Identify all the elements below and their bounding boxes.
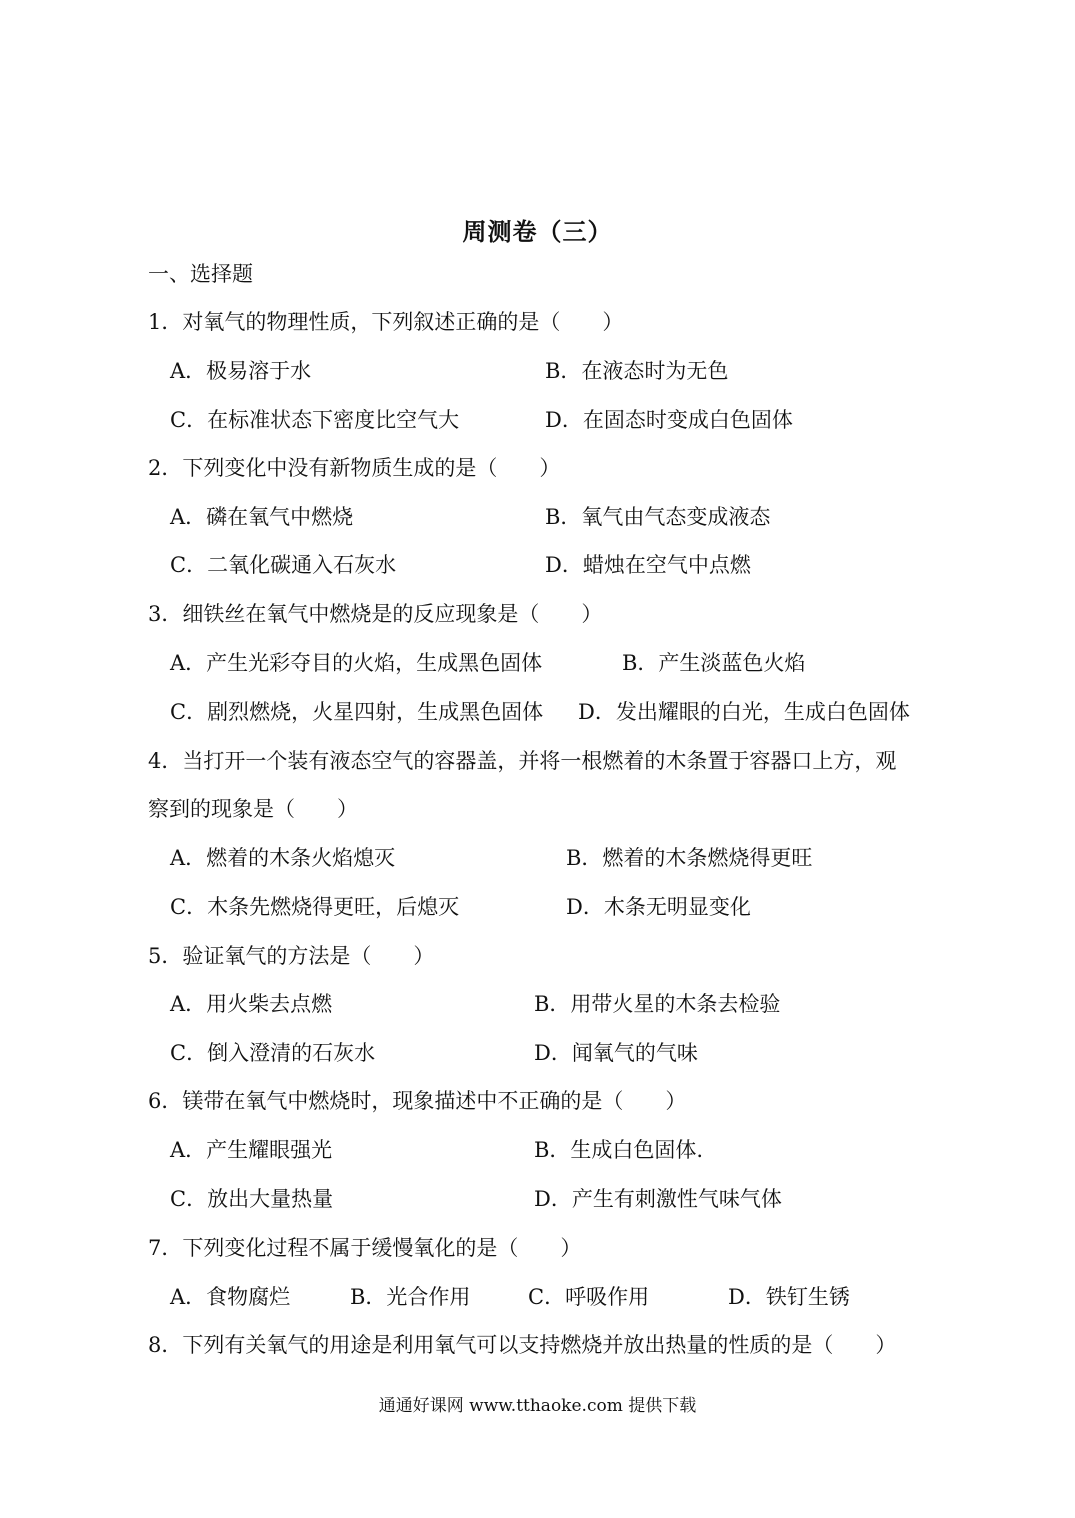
question-5-option-c: C．倒入澄清的石灰水 [170,1041,376,1065]
question-7-option-b: B．光合作用 [350,1285,471,1309]
question-4-stem-continued: 察到的现象是（ ） [148,797,358,821]
question-1-option-d: D．在固态时变成白色固体 [545,408,793,432]
question-5-option-a: A．用火柴去点燃 [170,992,333,1016]
question-8-stem: 8．下列有关氧气的用途是利用氧气可以支持燃烧并放出热量的性质的是（ ） [148,1333,897,1357]
question-4-option-b: B．燃着的木条燃烧得更旺 [566,846,813,870]
question-6-option-a: A．产生耀眼强光 [170,1138,333,1162]
question-7-option-a: A．食物腐烂 [170,1285,291,1309]
question-3-option-d: D．发出耀眼的白光，生成白色固体 [578,700,910,724]
page-title: 周测卷（三） [462,217,613,246]
question-4-option-a: A．燃着的木条火焰熄灭 [170,846,396,870]
footer-source: 通通好课网 www.tthaoke.com 提供下载 [378,1396,697,1416]
question-7-stem: 7．下列变化过程不属于缓慢氧化的是（ ） [148,1236,582,1260]
question-4-option-d: D．木条无明显变化 [566,895,751,919]
question-6-option-c: C．放出大量热量 [170,1187,334,1211]
question-1-option-a: A．极易溶于水 [170,359,312,383]
question-6-option-b: B．生成白色固体. [534,1138,704,1162]
question-5-option-b: B．用带火星的木条去检验 [534,992,781,1016]
question-4-option-c: C．木条先燃烧得更旺，后熄灭 [170,895,460,919]
question-2-option-b: B．氧气由气态变成液态 [545,505,771,529]
question-7-option-c: C．呼吸作用 [528,1285,650,1309]
question-6-option-d: D．产生有刺激性气味气体 [534,1187,782,1211]
question-2-option-d: D．蜡烛在空气中点燃 [545,553,751,577]
question-1-option-b: B．在液态时为无色 [545,359,729,383]
question-1-stem: 1．对氧气的物理性质，下列叙述正确的是（ ） [148,310,624,334]
question-2-option-a: A．磷在氧气中燃烧 [170,505,354,529]
question-3-option-b: B．产生淡蓝色火焰 [622,651,806,675]
question-5-option-d: D．闻氧气的气味 [534,1041,698,1065]
question-3-option-c: C．剧烈燃烧，火星四射，生成黑色固体 [170,700,544,724]
question-2-option-c: C．二氧化碳通入石灰水 [170,553,397,577]
question-1-option-c: C．在标准状态下密度比空气大 [170,408,460,432]
question-5-stem: 5．验证氧气的方法是（ ） [148,944,435,968]
question-2-stem: 2．下列变化中没有新物质生成的是（ ） [148,456,561,480]
question-7-option-d: D．铁钉生锈 [728,1285,850,1309]
question-3-stem: 3．细铁丝在氧气中燃烧是的反应现象是（ ） [148,602,603,626]
question-4-stem: 4．当打开一个装有液态空气的容器盖，并将一根燃着的木条置于容器口上方，观 [148,749,897,773]
section-heading: 一、选择题 [148,262,253,286]
question-3-option-a: A．产生光彩夺目的火焰，生成黑色固体 [170,651,543,675]
question-6-stem: 6．镁带在氧气中燃烧时，现象描述中不正确的是（ ） [148,1089,687,1113]
